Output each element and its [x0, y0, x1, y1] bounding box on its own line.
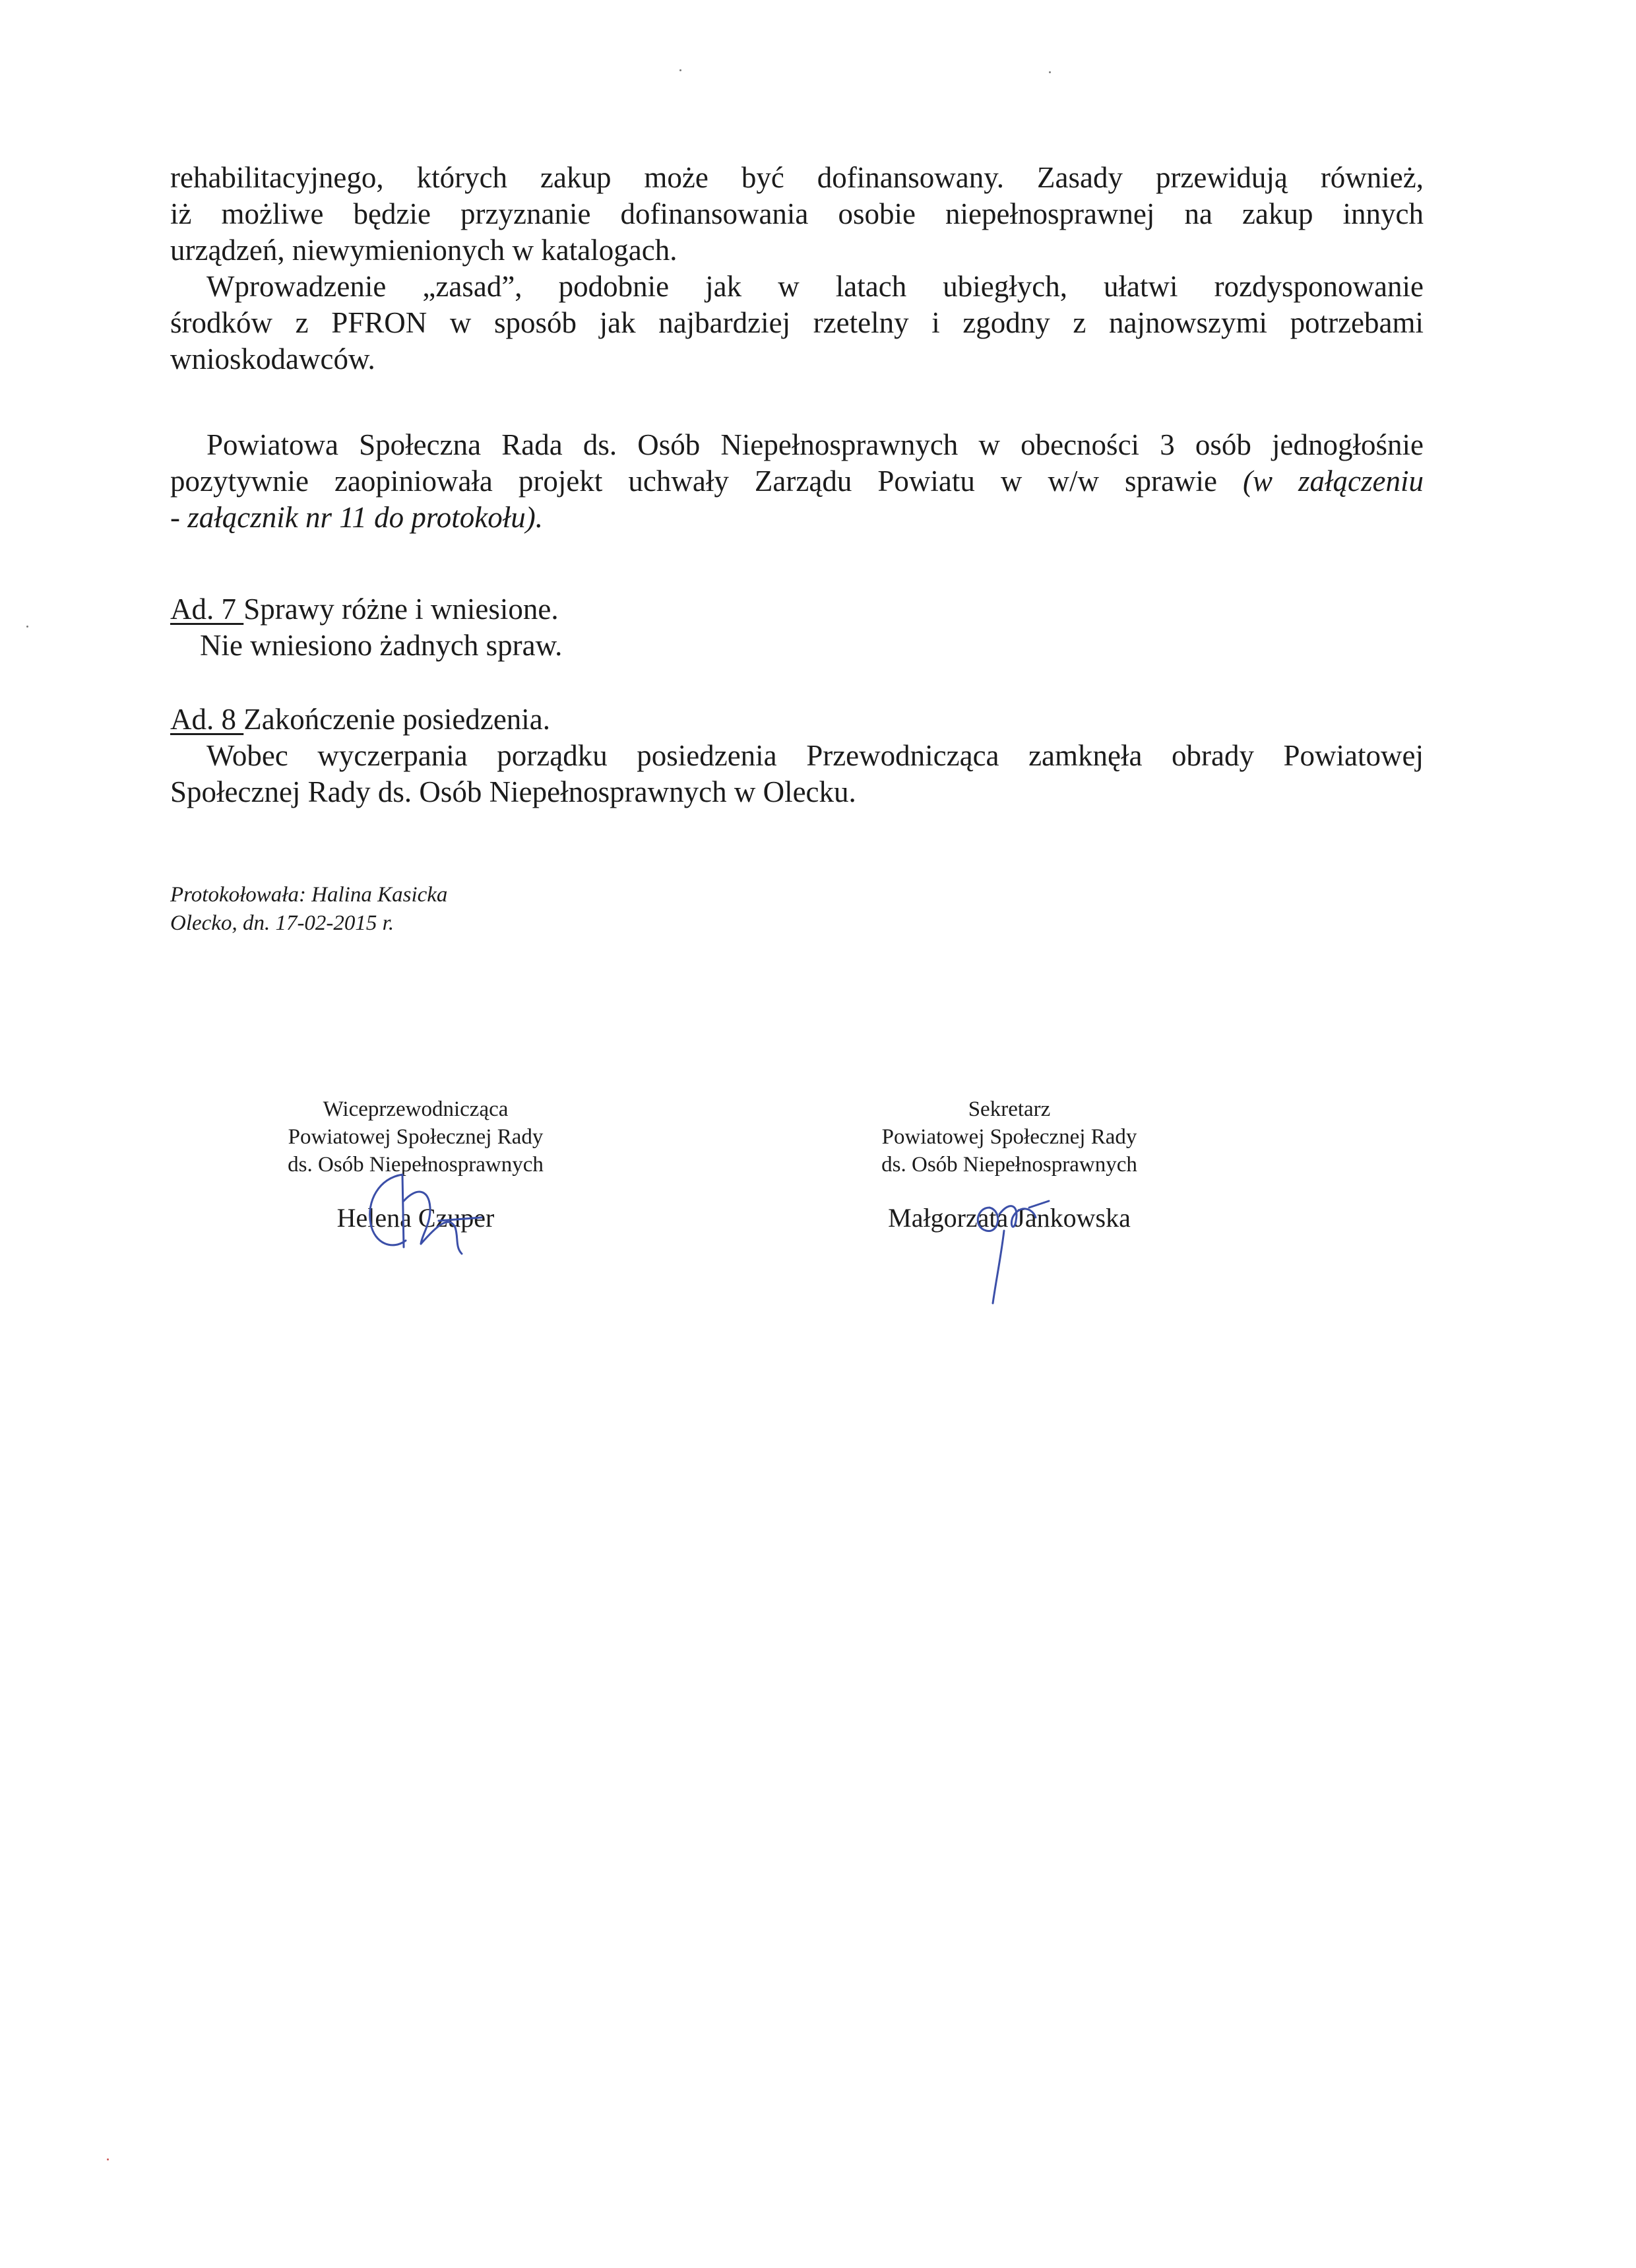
agenda-heading: [170, 701, 1424, 738]
intro-line: rehabilitacyjnego, których zakup może być dofinansowany. Zasady przewidują również,: [170, 161, 1424, 194]
intro-line: środków z PFRON w sposób jak najbardziej rzetelny i zgodny z najnowszymi potrzebami: [170, 306, 1424, 339]
opinion-paragraph: [170, 427, 1424, 536]
opinion-line: [170, 463, 1424, 500]
protocol-author: Protokołowała: Halina Kasicka: [170, 883, 448, 907]
scan-speck: [1049, 71, 1051, 73]
scan-speck: [107, 2158, 109, 2160]
scan-speck: [26, 626, 28, 628]
intro-line: Wprowadzenie „zasad”, podobnie jak w latach ubiegłych, ułatwi rozdysponowanie: [206, 270, 1424, 303]
protocol-note: [170, 881, 447, 938]
attachment-reference: (w załączeniu: [1242, 465, 1424, 498]
attachment-reference: - załącznik nr 11 do protokołu).: [170, 501, 543, 534]
agenda-title: Sprawy różne i wniesione.: [243, 593, 559, 626]
agenda-title: Zakończenie posiedzenia.: [243, 703, 551, 736]
agenda-item-7: [170, 591, 1424, 664]
agenda-body: Społecznej Rady ds. Osób Niepełnosprawnych w Olecku.: [170, 775, 856, 808]
intro-line: wnioskodawców.: [170, 342, 375, 375]
agenda-item-8: [170, 701, 1424, 810]
signatory-role: Wiceprzewodnicząca: [323, 1097, 509, 1121]
signatory-name: Małgorzata Jankowska: [888, 1203, 1131, 1233]
agenda-number: Ad. 7: [170, 593, 244, 626]
intro-line: iż możliwe będzie przyznanie dofinansowania osobie niepełnosprawnej na zakup innych: [170, 197, 1424, 230]
agenda-number: Ad. 8: [170, 703, 244, 736]
signatory-organization: ds. Osób Niepełnosprawnych: [288, 1153, 544, 1177]
intro-paragraph: [170, 160, 1424, 377]
handwritten-signature-right: [963, 1181, 1069, 1307]
intro-line: urządzeń, niewymienionych w katalogach.: [170, 234, 677, 267]
signatory-organization: ds. Osób Niepełnosprawnych: [881, 1153, 1137, 1177]
signatory-name: Helena Czuper: [336, 1203, 495, 1233]
protocol-date: Olecko, dn. 17-02-2015 r.: [170, 911, 394, 935]
agenda-body: Nie wniesiono żadnych spraw.: [200, 629, 563, 662]
signatory-organization: Powiatowej Społecznej Rady: [881, 1125, 1137, 1149]
scan-speck: [679, 69, 681, 71]
agenda-body: Wobec wyczerpania porządku posiedzenia Przewodnicząca zamknęła obrady Powiatowej: [206, 739, 1424, 772]
signatory-role: Sekretarz: [968, 1097, 1051, 1121]
handwritten-signature-left: [356, 1161, 501, 1267]
agenda-heading: [170, 591, 1424, 628]
opinion-line-text: pozytywnie zaopiniowała projekt uchwały Zarządu Powiatu w w/w sprawie: [170, 465, 1243, 498]
signatory-organization: Powiatowej Społecznej Rady: [288, 1125, 544, 1149]
opinion-line: Powiatowa Społeczna Rada ds. Osób Niepełnosprawnych w obecności 3 osób jednogłośnie: [206, 428, 1424, 461]
